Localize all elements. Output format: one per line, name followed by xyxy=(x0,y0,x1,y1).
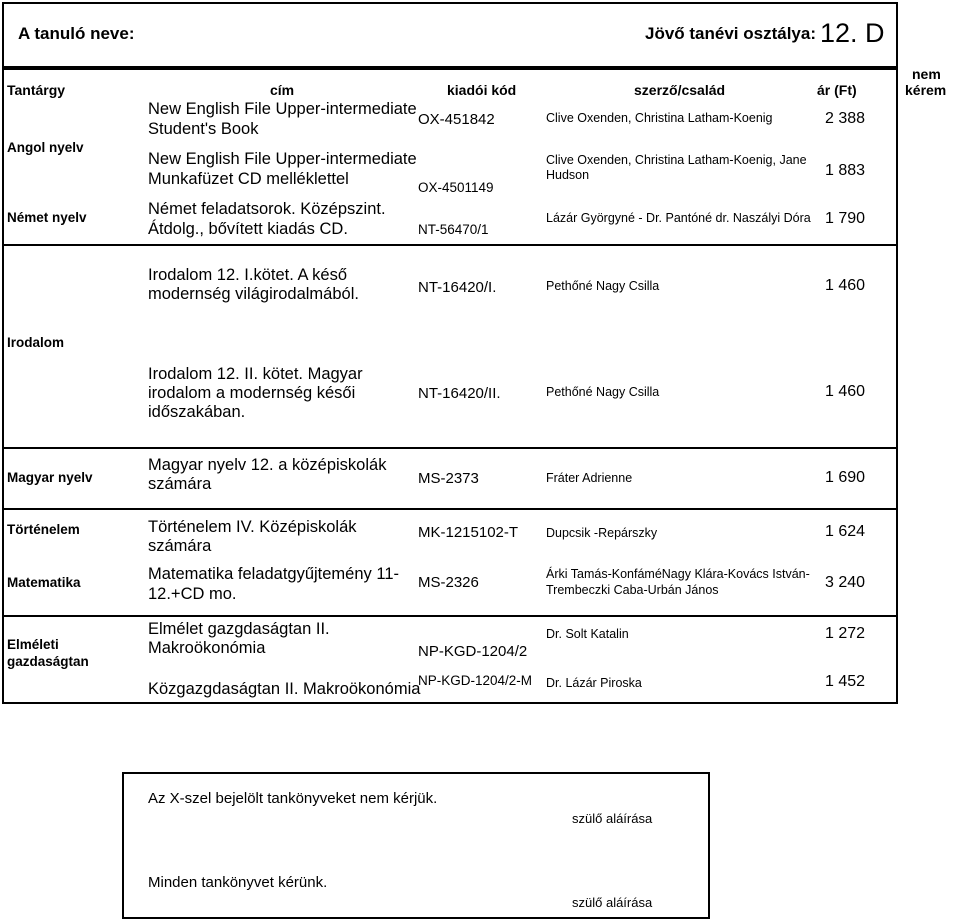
book-code: MS-2373 xyxy=(418,470,479,487)
row-separator xyxy=(2,615,898,617)
col-header-subject: Tantárgy xyxy=(7,82,66,98)
subject-magyar: Magyar nyelv xyxy=(7,470,93,485)
signature-line[interactable]: szülő aláírása xyxy=(572,895,653,910)
col-header-author: szerző/család xyxy=(634,82,726,98)
book-code: MS-2326 xyxy=(418,574,479,591)
decline-column-border xyxy=(896,68,898,704)
book-title: New English File Upper-intermediate xyxy=(148,150,417,168)
book-price: 3 240 xyxy=(825,574,866,591)
book-title: Student's Book xyxy=(148,120,259,138)
student-label: A tanuló neve: xyxy=(18,24,135,43)
book-author: Trembeczki Caba-Urbán János xyxy=(546,583,719,597)
class-value: 12. D xyxy=(820,18,885,48)
book-title: időszakában. xyxy=(148,403,246,421)
col-header-decline-2: kérem xyxy=(905,82,947,98)
col-header-title: cím xyxy=(270,82,295,98)
book-title: Német feladatsorok. Középszint. xyxy=(148,200,386,218)
book-title: számára xyxy=(148,475,212,493)
row-separator xyxy=(2,447,898,449)
book-title: irodalom a modernség késői xyxy=(148,384,356,402)
book-code: MK-1215102-T xyxy=(418,524,519,541)
book-author: Pethőné Nagy Csilla xyxy=(546,385,660,399)
col-header-code: kiadói kód xyxy=(447,82,517,98)
signature-line[interactable]: szülő aláírása xyxy=(572,811,653,826)
subject-matematika: Matematika xyxy=(7,575,81,590)
book-code: NP-KGD-1204/2-M xyxy=(418,673,533,688)
book-price: 1 883 xyxy=(825,162,866,179)
book-author: Dr. Lázár Piroska xyxy=(546,676,642,690)
book-author: Árki Tamás-KonfáméNagy Klára-Kovács István- xyxy=(546,567,810,581)
subject-nemet: Német nyelv xyxy=(7,210,87,225)
class-label: Jövő tanévi osztálya: xyxy=(645,24,817,43)
book-author: Pethőné Nagy Csilla xyxy=(546,279,660,293)
col-header-price: ár (Ft) xyxy=(817,82,857,98)
book-price: 1 690 xyxy=(825,469,866,486)
col-header-decline-1: nem xyxy=(912,66,941,82)
book-title: 12.+CD mo. xyxy=(148,585,237,603)
subject-gazdasagtan: gazdaságtan xyxy=(7,654,89,669)
book-title: Munkafüzet CD melléklettel xyxy=(148,170,349,188)
subject-angol: Angol nyelv xyxy=(7,140,84,155)
book-title: Átdolg., bővített kiadás CD. xyxy=(148,220,348,238)
decline-marked-statement: Az X-szel bejelölt tankönyveket nem kérjük. xyxy=(148,790,438,807)
book-author: Hudson xyxy=(546,168,590,182)
book-author: Clive Oxenden, Christina Latham-Koenig xyxy=(546,111,773,125)
book-title: Magyar nyelv 12. a középiskolák xyxy=(148,456,387,474)
book-code: NT-56470/1 xyxy=(418,222,489,237)
book-price: 1 452 xyxy=(825,673,866,690)
book-price: 1 624 xyxy=(825,523,866,540)
book-code: OX-451842 xyxy=(418,111,495,128)
book-code: OX-4501149 xyxy=(418,180,494,195)
book-author: Lázár Györgyné - Dr. Pantóné dr. Naszályi Dóra xyxy=(546,211,811,225)
book-title: Közgazgdaságtan II. Makroökonómia xyxy=(148,680,421,698)
book-author: Dr. Solt Katalin xyxy=(546,627,629,641)
book-title: Irodalom 12. II. kötet. Magyar xyxy=(148,365,363,383)
book-title: Irodalom 12. I.kötet. A késő xyxy=(148,266,348,284)
row-separator xyxy=(2,508,898,510)
book-price: 1 790 xyxy=(825,210,866,227)
accept-all-statement: Minden tankönyvet kérünk. xyxy=(148,874,328,891)
book-code: NT-16420/II. xyxy=(418,385,501,402)
book-author: Dupcsik -Repárszky xyxy=(546,526,658,540)
book-title: New English File Upper-intermediate xyxy=(148,100,417,118)
book-price: 1 272 xyxy=(825,625,866,642)
book-code: NP-KGD-1204/2 xyxy=(418,643,528,660)
book-title: számára xyxy=(148,537,212,555)
book-price: 1 460 xyxy=(825,383,866,400)
book-title: modernség világirodalmából. xyxy=(148,285,359,303)
subject-elmeleti: Elméleti xyxy=(7,637,59,652)
row-separator xyxy=(2,244,898,246)
book-title: Matematika feladatgyűjtemény 11- xyxy=(148,565,399,583)
book-title: Történelem IV. Középiskolák xyxy=(148,518,357,536)
book-price: 1 460 xyxy=(825,277,866,294)
book-author: Fráter Adrienne xyxy=(546,471,633,485)
book-title: Makroökonómia xyxy=(148,639,266,657)
book-title: Elmélet gazgdaságtan II. xyxy=(148,620,330,638)
subject-tortenelem: Történelem xyxy=(7,522,80,537)
subject-irodalom: Irodalom xyxy=(7,335,65,350)
book-author: Clive Oxenden, Christina Latham-Koenig, Jane xyxy=(546,153,807,167)
book-code: NT-16420/I. xyxy=(418,279,497,296)
book-price: 2 388 xyxy=(825,110,866,127)
